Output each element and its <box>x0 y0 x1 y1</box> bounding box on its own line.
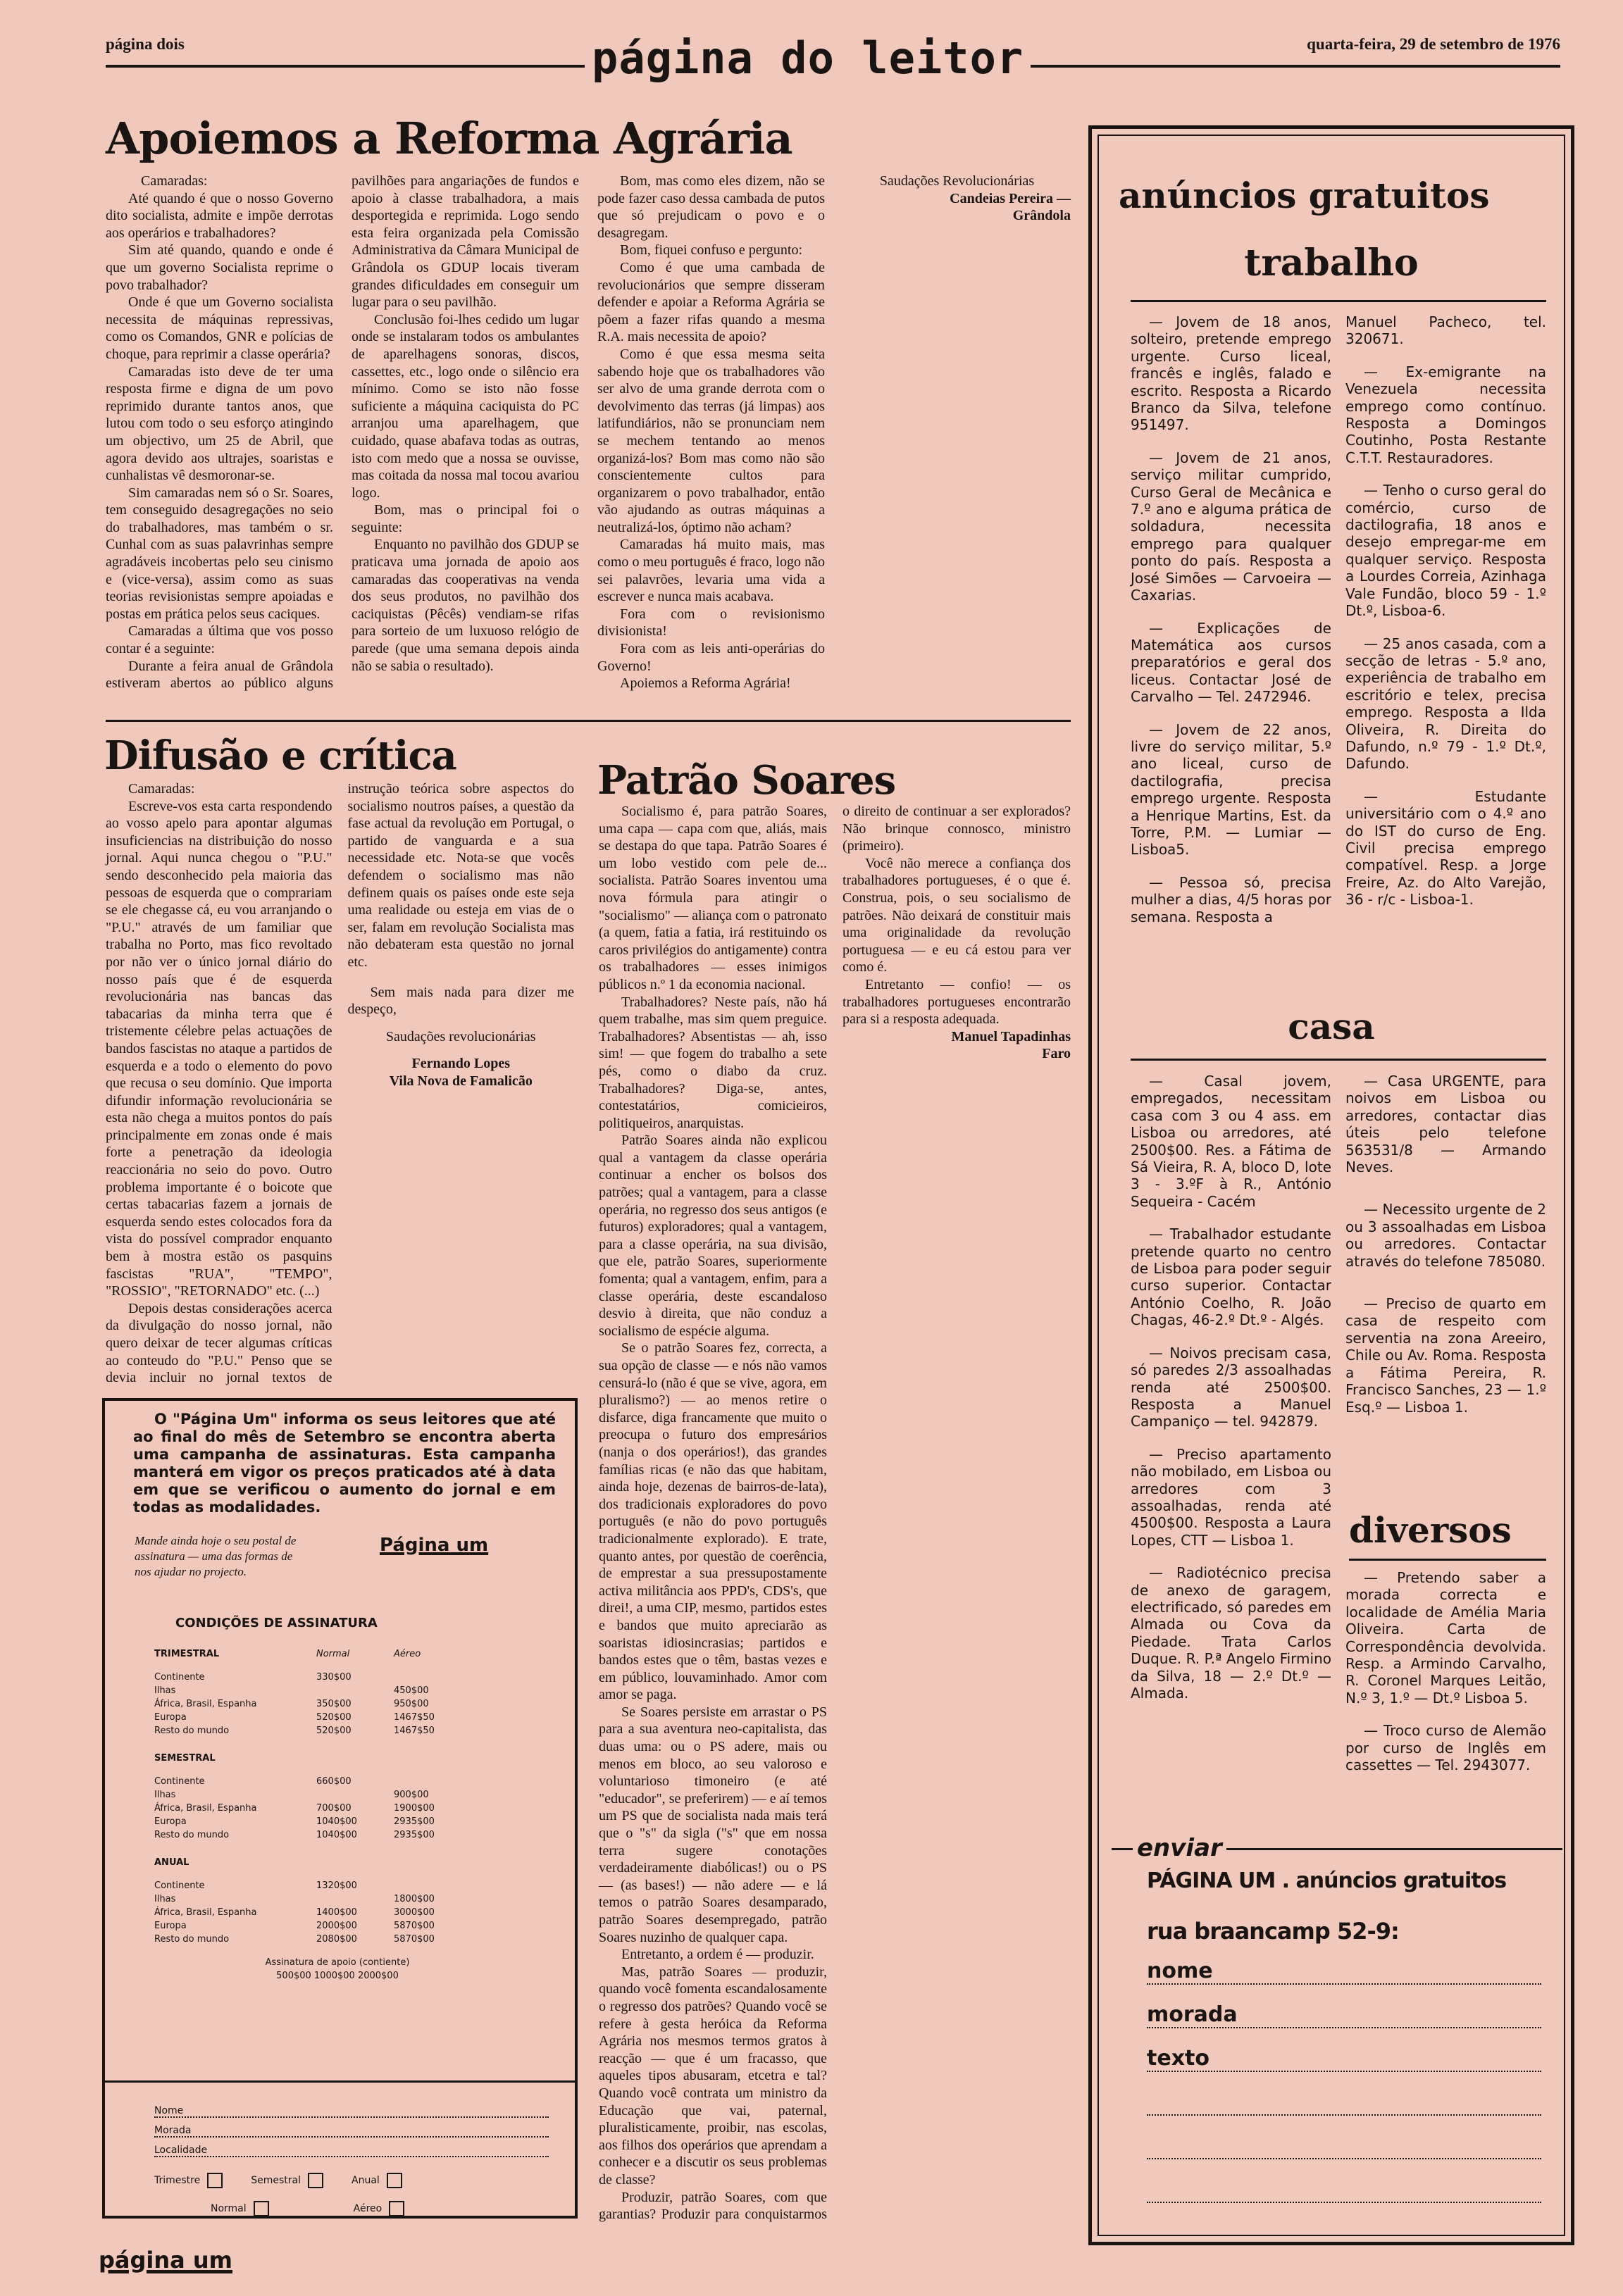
classified-ad: — Jovem de 22 anos, livre do serviço militar, 5.º ano liceal, curso de dactilografia, precisa emprego urgente. Resposta a Henrique Martins, Est. da Torre, P.M. — Lumiar — Lisboa5. <box>1131 720 1331 859</box>
price-aereo: 3000$00 <box>394 1907 435 1918</box>
send-address-line1: PÁGINA UM . anúncios gratuitos <box>1147 1868 1507 1893</box>
row-label: África, Brasil, Espanha <box>154 1907 257 1918</box>
signature-place: Faro <box>1042 1046 1071 1062</box>
paragraph: Se o patrão Soares fez, correcta, a sua opção de classe — e nós não vamos censurá-lo (não é que se vive, agora, em pluralismo?) — ao menos retire o disfarce, diga francamente que muito o preocupa o futuro dos empresários (nanja o dos operários!), das grandes famílias ricas (e não das que habitam, ainda hoje, dezenas de bairros-de-lata), dos tradicionais exploradores do povo português (e não do povo português tradicionalmente explorado). E trate, quanto antes, por questão de coerência, de emprestar a sua pressupostamente activa militância aos PPD's, CDS's, que direi!, a uma CIP, mesmo, partidos estes e bandos que muito apreciarão as soaristas idiosincrasias; partidos e bandos estes que o têm, bastas vezes e em público, louvaminhado. Amor com amor se paga. <box>599 1340 827 1703</box>
signature-name: Candeias Pereira — <box>950 190 1071 206</box>
price-normal: 700$00 <box>316 1803 352 1814</box>
paragraph: Escreve-vos esta carta respondendo ao vosso apelo para apontar algumas insuficiencias na distribuição do nosso jornal. Aqui nunca chegou o "P.U." sendo desconhecido pela maioria das pessoas de esquerda que o comprariam se ele chegasse cá, eu vou arranjando o "P.U." através de um familiar que trabalha no Porto, mas fico revoltado por não ver o único jornal diário do nosso país que é de esquerda revolucionária nas bancas das tabacarias da minha terra que é tristemente célebre pelas actuações de bandos fascistas no ataque a partidos de esquerda e a todo o elemento do povo que recusa o seu domínio. Que importa difundir informação revolucionária se esta não chega a muitos pontos do país principalmente em zonas onde é mais forte a penetração da ideologia reaccionária no seio do povo. Outro problema importante é o boicote que certas tabacarias fazem a jornais de esquerda sendo estes colocados fora da vista do possível comprador enquanto bem à mostra estão os pasquins fascistas "RUA", "TEMPO", "ROSSIO", "RETORNADO" etc. (...) <box>106 798 332 1299</box>
option-trimestre[interactable] <box>154 2173 223 2188</box>
price-aereo: 450$00 <box>394 1685 429 1696</box>
option-label: Semestral <box>251 2175 301 2186</box>
paragraph: Socialismo é, para patrão Soares, uma capa — capa com que, aliás, mais se destapa do que tapa. Patrão Soares é um lobo vestido com pele de... socialista. Patrão Soares inventou uma nova fórmula para atingir o "socialismo" — aliança com o patronato (a quem, fatia a fatia, irá restituindo os caros privilégios do antigamente) contra os trabalhadores — esses inimigos públicos n.º 1 da economia nacional. <box>599 804 827 992</box>
paragraph: Enquanto no pavilhão dos GDUP se praticava uma jornada de apoio aos camaradas das cooperativas na venda dos seus produtos, no pavilhão dos caciquistas (Pêcês) vendiam-se rifas para sorteio de um luxuoso relógio de parede (que uma semana depois ainda não se sabia o resultado). <box>352 537 579 674</box>
coupon-text-line[interactable] <box>1147 2088 1541 2116</box>
option-label: Aéreo <box>353 2203 383 2214</box>
classifieds-title: anúncios gratuitos <box>1119 175 1490 216</box>
closing: Saudações Revolucionárias <box>879 173 1035 189</box>
trabalho-column-left <box>1131 313 1331 941</box>
price-normal: 1320$00 <box>316 1880 357 1891</box>
send-label: enviar <box>1133 1834 1226 1862</box>
address-label: Morada <box>154 2125 192 2136</box>
option-label: Anual <box>352 2175 380 2186</box>
classified-ad: — Casal jovem, empregados, necessitam casa com 3 ou 4 ass. em Lisboa ou arredores, até 2500$00. Res. a Fátima de Sá Vieira, R. A, bloco D, lote 3 - 3.ºF à R., António Sequeira - Cacém <box>1131 1073 1331 1210</box>
support-values: 500$00 1000$00 2000$00 <box>276 1971 399 1981</box>
classified-ad: — Preciso de quarto em casa de respeito com serventia na zona Areeiro, Chile ou Av. Roma. Resposta a Fátima Pereira, R. Francisco Sanches, 23 — 1.º Esq.º — Lisboa 1. <box>1345 1295 1546 1416</box>
article-title: Apoiemos a Reforma Agrária <box>106 113 792 164</box>
classifieds-box <box>1088 125 1574 2245</box>
row-label: África, Brasil, Espanha <box>154 1803 257 1814</box>
page-label: página dois <box>106 35 185 53</box>
classified-ad: — Casa URGENTE, para noivos em Lisboa ou arredores, contactar dias úteis pelo telefone 563531/8 — Armando Neves. <box>1345 1073 1546 1176</box>
classified-ad: — Jovem de 21 anos, serviço militar cumprido, Curso Geral de Mecânica e 7.º ano e alguma prática de soldadura, necessita emprego para qualquer ponto do país. Resposta a José Simões — Carvoeira — Caxarias. <box>1131 449 1331 604</box>
paragraph: Durante a feira anual de Grândola estiveram abertos ao público alguns pavilhões para angariações de fundos e apoio à classe trabalhadora, a mais desportegida e reprimida. Logo sendo esta feira organizada pela Comissão Administrativa da Câmara Municipal de Grândola os GDUP locais tiveram grandes dificuldades em conseguir um lugar para o seu pavilhão. <box>106 173 579 692</box>
classified-ad: — Jovem de 18 anos, solteiro, pretende emprego urgente. Curso liceal, francês e inglês, falado e escrito. Resposta a Ricardo Branco da Silva, telefone 951497. <box>1131 313 1331 434</box>
classified-ad: — 25 anos casada, com a secção de letras - 5.º ano, experiência de trabalho em escritório e telex, precisa emprego. Resposta a Ilda Oliveira, R. Direita do Dafundo, n.º 79 - 1.º Dt.º, Dafundo. <box>1345 635 1546 773</box>
price-normal: 2080$00 <box>316 1934 357 1945</box>
row-label: Europa <box>154 1816 187 1827</box>
section-casa: casa <box>1288 1006 1375 1047</box>
casa-column-right <box>1345 1073 1546 1431</box>
checkbox[interactable] <box>387 2173 402 2188</box>
coupon-text-line[interactable] <box>1147 2131 1541 2159</box>
casa-column-left <box>1131 1073 1331 1717</box>
option-anual[interactable] <box>352 2173 402 2188</box>
page-header <box>106 32 1560 85</box>
classified-ad: — Ex-emigrante na Venezuela necessita emprego como contínuo. Resposta a Domingos Coutinho, Posta Restante C.T.T. Restauradores. <box>1345 363 1546 466</box>
option-label: Trimestre <box>154 2175 201 2186</box>
locality-label: Localidade <box>154 2145 208 2156</box>
checkbox[interactable] <box>207 2173 223 2188</box>
subscription-table <box>154 1647 521 1983</box>
classified-ad: — Pretendo saber a morada correcta e localidade de Amélia Maria Oliveira. Carta de Correspondência devolvida. Resp. a Armindo Carvalho, R. Coronel Marques Leitão, N.º 3, 1.º — Dt.º Lisboa 5. <box>1345 1569 1546 1707</box>
classified-ad: Manuel Pacheco, tel. 320671. <box>1345 313 1546 348</box>
coupon-address-field[interactable] <box>1147 2000 1541 2028</box>
classified-ad: — Radiotécnico precisa de anexo de garagem, electrificado, só paredes em Almada ou Cova da Piedade. Trata Carlos Duque. R. P.ª Angelo Firmino da Silva, 18 — 2.º Dt.º — Almada. <box>1131 1564 1331 1702</box>
article-title: Difusão e crítica <box>104 732 456 779</box>
paragraph: Conclusão foi-lhes cedido um lugar onde se instalaram todos os ambulantes de aparelhagens sonoras, discos, cassettes, etc., logo onde o silêncio era mínimo. Como se isto não fosse suficiente a máquina caciquista do PC arranjou uma aparelhagem, que cuidado, quase abafava todas as outras, isto com medo que a nossa se ouvisse, mas coitada da nossa mal tocou avariou logo. <box>352 311 579 501</box>
classified-ad: — Noivos precisam casa, só paredes 2/3 assoalhadas renda até 2500$00. Resposta a Manuel Campaniço — tel. 942879. <box>1131 1344 1331 1430</box>
row-label: Resto do mundo <box>154 1934 230 1945</box>
coupon-text-line[interactable] <box>1147 2175 1541 2203</box>
paragraph: Sim camaradas nem só o Sr. Soares, tem conseguido desagregações no seio do trabalhadores, mas também o sr. Cunhal com as suas palavrinhas sempre agradáveis incobertas pelo seu cinismo e (vice-versa), assim como as suas teorias revisionistas sempre apoiadas e postas em prática pelos seus caciques. <box>106 485 333 622</box>
paragraph: Camaradas: <box>141 173 208 189</box>
paragraph: Como é que essa mesma seita sabendo hoje que os trabalhadores vão ser alvo de uma grande derrota com o devolvimento das terras (já limpas) aos latifundiários, não se pronunciam nem se mechem tentando ao menos organizá-los? Bom mas como não são conscientemente cultos para organizarem o povo trabalhador, então vão ajudando as outras máquinas a neutralizá-los, óptimo não acham? <box>597 346 825 535</box>
classified-ad: — Trabalhador estudante pretende quarto no centro de Lisboa para poder seguir curso superior. Contactar António Coelho, R. João Chagas, 46-2.º Dt.º - Algés. <box>1131 1225 1331 1329</box>
paragraph: Onde é que um Governo socialista necessita de máquinas repressivas, como os Comandos, GNR e polícias de choque, para reprimir a classe operária? <box>106 294 333 362</box>
section-diversos: diversos <box>1349 1509 1512 1551</box>
address-field[interactable] <box>154 2118 549 2138</box>
row-label: Ilhas <box>154 1894 176 1904</box>
paragraph: Fora com as leis anti-operárias do Governo! <box>597 641 825 674</box>
coupon-text-label: texto <box>1147 2046 1210 2071</box>
price-aereo: 1800$00 <box>394 1894 435 1904</box>
paragraph: Camaradas: <box>128 781 195 797</box>
price-normal: 1040$00 <box>316 1830 357 1840</box>
paragraph: Camaradas a última que vos posso contar é a seguinte: <box>106 623 333 657</box>
price-normal: 350$00 <box>316 1699 352 1709</box>
classified-ad: — Tenho o curso geral do comércio, curso de dactilografia, 18 anos e desejo empregar-me em qualquer serviço. Resposta a Lourdes Correia, Azinhaga Vale Fundão, bloco 59 - 1.º Dt.º, Lisboa-6. <box>1345 482 1546 620</box>
option-semestral[interactable] <box>251 2173 323 2188</box>
paragraph: Bom, mas o principal foi o seguinte: <box>352 502 579 535</box>
subscription-form <box>154 2098 549 2216</box>
row-label: Ilhas <box>154 1790 176 1800</box>
paragraph: Produzir, patrão Soares, com que garantias? Produzir para conquistarmos o direito de continuar a ser explorados? Não brinque connosco, ministro (primeiro). <box>599 804 1071 2223</box>
section-trabalho: trabalho <box>1244 242 1419 285</box>
paragraph: Entretanto, a ordem é — produzir. <box>621 1947 814 1963</box>
section-rule <box>1349 1559 1546 1561</box>
name-label: Nome <box>154 2105 184 2116</box>
paragraph: Mas, patrão Soares — produzir, quando você fomenta escandalosamente o regresso dos patrões? Quando você se refere à gesta heróica da Reforma Agrária nos mesmos termos gratos à reacção — que é um fracasso, que aqueles tipos abusaram, etcetra e tal? Quando você contrata um ministro da Educação que vai, paternal, pluralisticamente, proibir, nas escolas, aos filhos dos operários que aprendam a conhecer e a discutir os seus problemas de classe? <box>599 1964 827 2188</box>
price-aereo: 2935$00 <box>394 1830 435 1840</box>
classified-ad: — Preciso apartamento não mobilado, em Lisboa ou arredores com 3 assoalhadas, renda até 4500$00. Resposta a Laura Lopes, CTT — Lisboa 1. <box>1131 1445 1331 1549</box>
article-body <box>599 803 1071 2240</box>
price-normal: 660$00 <box>316 1776 352 1787</box>
article-body <box>106 780 574 1393</box>
paragraph: Você não merece a confiança dos trabalhadores portugueses, é o que é. Construa, pois, o seu socialismo de patrões. Não deixará de constituir mais uma originalidade da revolução portuguesa — e eu cá estou para ver como é. <box>842 855 1071 975</box>
section-rule <box>1131 1059 1546 1061</box>
subscription-side-note: Mande ainda hoje o seu postal de assinatura — uma das formas de nos ajudar no projecto. <box>135 1534 297 1578</box>
paragraph: Entretanto — confio! — os trabalhadores portugueses encontrarão para si a resposta adequada. <box>842 976 1071 1028</box>
subscription-box <box>102 1398 578 2219</box>
group-name: TRIMESTRAL <box>154 1649 220 1659</box>
col-normal: Normal <box>316 1649 350 1659</box>
paragraph: Até quando é que o nosso Governo dito socialista, admite e impõe derrotas aos operários e trabalhadores? <box>106 190 333 241</box>
checkbox[interactable] <box>389 2201 404 2216</box>
section-title: página do leitor <box>585 32 1031 84</box>
signature-place: Grândola <box>1012 208 1071 224</box>
date-label: quarta-feira, 29 de setembro de 1976 <box>1301 35 1560 54</box>
paragraph: Se Soares persiste em arrastar o PS para a sua aventura neo-capitalista, das duas uma: ou o PS adere, mais ou menos em bloco, ao seu valoroso e voluntarioso timoneiro (e até "educador", se preferirem) — e aí temos um PS que de socialista nada mais terá que o "s" da sigla ("s" que em nossa terra sugere conotações verdadeiramente diabólicas!) ou o PS — (as bases!) — não adere — e lá temos o patrão Soares desamparado, patrão Soares desempregado, patrão Soares nuzinho de qualquer capa. <box>599 1704 827 1945</box>
col-aereo: Aéreo <box>394 1649 421 1659</box>
conditions-title: CONDIÇÕES DE ASSINATURA <box>175 1616 378 1630</box>
price-aereo: 1900$00 <box>394 1803 435 1814</box>
classified-ad: — Necessito urgente de 2 ou 3 assoalhadas em Lisboa ou arredores. Contactar através do telefone 785080. <box>1345 1201 1546 1270</box>
price-aereo: 5870$00 <box>394 1921 435 1931</box>
paragraph: Camaradas isto deve de ter uma resposta firme e digna de um povo reprimido durante tantos anos, que lutou com todo o seu esforço atingindo um objectivo, um 25 de Abril, que agora devido aos ultrajes, soaristas e cunhalistas vê desmoronar-se. <box>106 363 333 484</box>
row-label: Europa <box>154 1712 187 1723</box>
coupon-name-field[interactable] <box>1147 1957 1541 1985</box>
checkbox[interactable] <box>254 2201 269 2216</box>
group-name: SEMESTRAL <box>154 1753 216 1764</box>
paragraph: Depois destas considerações acerca da divulgação do nosso jornal, não quero deixar de tecer algumas críticas ao conteudo do "P.U." Penso que se devia incluir no jornal textos de instrução teórica sobre aspectos do socialismo noutros países, a questão da fase actual da revolução em Portugal, o partido de vanguarda e a sua necessidade etc. Nota-se que vocês defendem o socialismo mas não definem quais os países onde este seja uma realidade ou esteja em vias de o ser, falam em revolução Socialista mas não debateram esta questão no jornal etc. <box>106 781 574 1386</box>
classified-ad: — Troco curso de Alemão por curso de Inglês em cassettes — Tel. 2943077. <box>1345 1722 1546 1774</box>
row-label: Europa <box>154 1921 187 1931</box>
row-label: Resto do mundo <box>154 1830 230 1840</box>
classified-ad: — Pessoa só, precisa mulher a dias, 4/5 horas por semana. Resposta a <box>1131 873 1331 925</box>
divider <box>106 720 1071 722</box>
support-label: Assinatura de apoio (contiente) <box>265 1957 410 1968</box>
option-normal[interactable] <box>211 2201 269 2216</box>
paragraph: Bom, mas como eles dizem, não se pode fazer caso dessa cambada de putos que só prejudicam o povo e o desagregam. <box>597 173 825 241</box>
price-aereo: 1467$50 <box>394 1726 435 1736</box>
paragraph: Sim até quando, quando e onde é que um governo Socialista reprime o povo trabalhador? <box>106 242 333 293</box>
coupon-fields <box>1147 1957 1541 2203</box>
row-label: África, Brasil, Espanha <box>154 1699 257 1709</box>
row-label: Ilhas <box>154 1685 176 1696</box>
price-normal: 330$00 <box>316 1672 352 1683</box>
article-title: Patrão Soares <box>597 757 896 804</box>
row-label: Continente <box>154 1672 205 1683</box>
price-aereo: 950$00 <box>394 1699 429 1709</box>
locality-field[interactable] <box>154 2138 549 2157</box>
paragraph: Patrão Soares ainda não explicou qual a vantagem da classe operária continuar a encher os bolsos dos patrões; qual a vantagem, para a classe operária, no regresso dos seus antigos (e futuros) exploradores; qual a vantagem, para a classe operária, na sua divisão, que ele, patrão Soares, superiormente fomenta; qual a vantagem, enfim, para a classe operária, deste escandaloso desvio à direita, que não conduz a socialismo de espécie alguma. <box>599 1133 827 1339</box>
price-normal: 520$00 <box>316 1726 352 1736</box>
send-address-line2: rua braancamp 52-9: <box>1147 1918 1399 1945</box>
footer-logo: página um <box>99 2247 233 2273</box>
checkbox[interactable] <box>308 2173 323 2188</box>
signature-name: Fernando Lopes <box>411 1056 510 1072</box>
option-aereo[interactable] <box>354 2201 405 2216</box>
price-normal: 1040$00 <box>316 1816 357 1827</box>
price-normal: 2000$00 <box>316 1921 357 1931</box>
coupon-name-label: nome <box>1147 1959 1213 1983</box>
group-name: ANUAL <box>154 1857 189 1868</box>
classified-ad: — Explicações de Matemática aos cursos preparatórios e geral dos liceus. Contactar José de Carvalho — Tel. 2472946. <box>1131 619 1331 706</box>
paragraph: Sem mais nada para dizer me despeço, <box>347 984 574 1018</box>
diversos-column <box>1345 1569 1546 1789</box>
closing: Saudações revolucionárias <box>385 1028 536 1044</box>
price-aereo: 2935$00 <box>394 1816 435 1827</box>
article-body <box>106 173 1071 708</box>
row-label: Continente <box>154 1880 205 1891</box>
price-aereo: 1467$50 <box>394 1712 435 1723</box>
signature-place: Vila Nova de Famalicão <box>389 1073 533 1089</box>
subscription-notice: O "Página Um" informa os seus leitores que até ao final do mês de Setembro se encontra aberta uma campanha de assinaturas. Esta campanha manterá em vigor os preços praticados até à data em que se verificou o aumento do jornal e em todas as modalidades. <box>133 1411 556 1516</box>
paragraph: Bom, fiquei confuso e pergunto: <box>620 242 803 258</box>
price-normal: 1400$00 <box>316 1907 357 1918</box>
paragraph: Trabalhadores? Neste país, não há quem trabalhe, mas sim quem preguice. Trabalhadores? Absentistas — ah, isso sim! — que fogem do trabalho a sete pés, como o diabo da cruz. Trabalhadores? Diga-se, antes, contestatários, comicieiros, politiqueiros, anarquistas. <box>599 994 827 1131</box>
paragraph: Camaradas há muito mais, mas como o meu português é fraco, logo não sei palavrões, levaria uma vida a escrever e nunca mais acabava. <box>597 537 825 605</box>
paragraph: Fora com o revisionismo divisionista! <box>597 606 825 639</box>
section-rule <box>1131 300 1546 302</box>
name-field[interactable] <box>154 2098 549 2118</box>
option-label: Normal <box>211 2203 247 2214</box>
price-normal: 520$00 <box>316 1712 352 1723</box>
price-aereo: 900$00 <box>394 1790 429 1800</box>
signature-name: Manuel Tapadinhas <box>951 1028 1071 1044</box>
paper-logo: Página um <box>380 1535 489 1556</box>
coupon-text-field[interactable] <box>1147 2044 1541 2072</box>
send-coupon <box>1112 1830 1562 2231</box>
paragraph: Apoiemos a Reforma Agrária! <box>620 675 791 692</box>
row-label: Continente <box>154 1776 205 1787</box>
price-aereo: 5870$00 <box>394 1934 435 1945</box>
trabalho-column-right <box>1345 313 1546 924</box>
paragraph: Como é que uma cambada de revolucionários que sempre disseram defender e apoiar a Reforma Agrária se põem a fazer rifas quando a mesma R.A. mais necessita de apoio? <box>597 259 825 345</box>
row-label: Resto do mundo <box>154 1726 230 1736</box>
coupon-address-label: morada <box>1147 2002 1238 2027</box>
classified-ad: — Estudante universitário com o 4.º ano do IST do curso de Eng. Civil precisa emprego compatível. Resp. a Jorge Freire, Az. do Alto Varejão, 36 - r/c - Lisboa-1. <box>1345 787 1546 909</box>
form-divider <box>105 2080 575 2083</box>
